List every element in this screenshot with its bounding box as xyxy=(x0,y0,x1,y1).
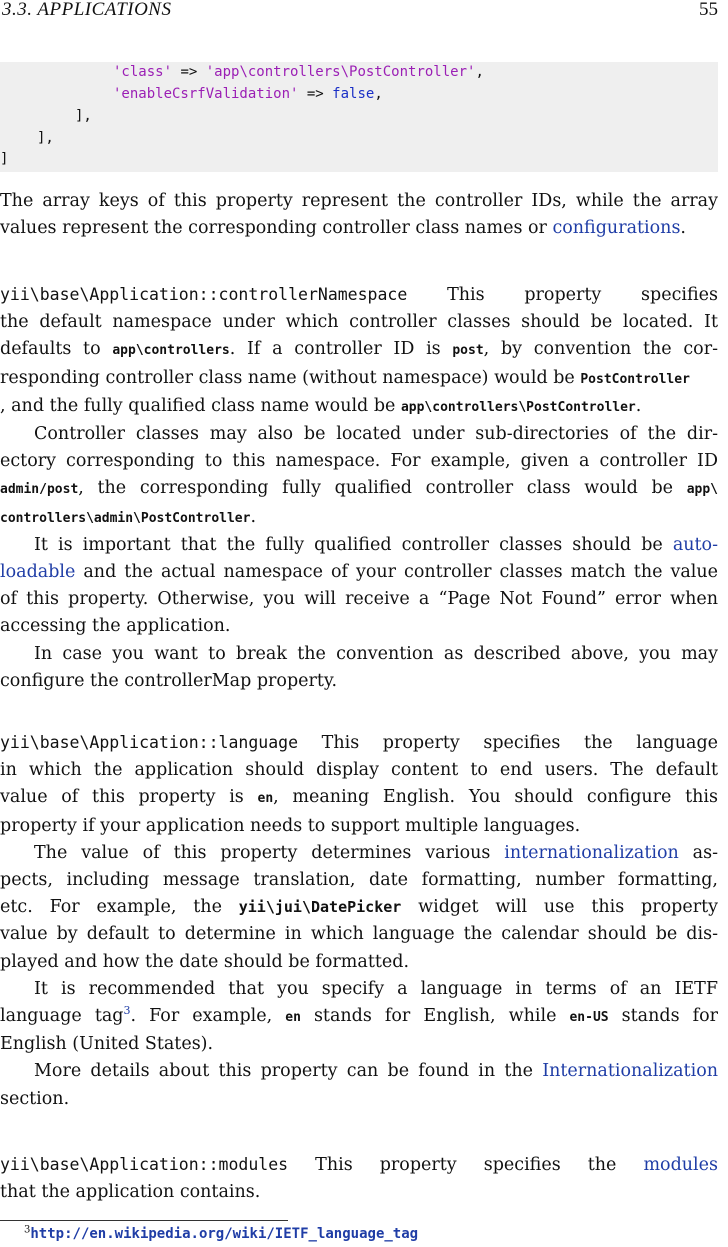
section-title: 3.3. APPLICATIONS xyxy=(2,0,172,20)
property-heading: yii\base\Application::modules xyxy=(0,1155,289,1174)
language-section: yii\base\Application::language This property specifies the language in which the application should display content to end users. The default value of this property is en, meaning English. You should configure this property if your application needs to support multiple languages. The value of this property determines various internationalization as- pects, including message translation, date formatting, number formatting, etc. For example, the yii\jui\DatePicker widget will use this property value by default to determine in which language the calendar should be dis- played and how the date should be formatted. It is recommended that you specify a language in terms of an IETF language tag$^3$. For example, en stands for English, while en-US stands for English (United States). More details about this property can be found in the Internationalization section. xyxy=(0,733,719,1109)
intro-paragraph: The array keys of this property represent the controller IDs, while the array values represent the corresponding controller class names or configurations. xyxy=(0,191,718,239)
footnote-url-link[interactable]: http://en.wikipedia.org/wiki/IETF_language_tag xyxy=(30,1226,419,1242)
footnote-number: 3 xyxy=(24,1224,31,1236)
code-line: ] xyxy=(0,151,9,167)
autoloadable-link[interactable]: auto- xyxy=(672,534,718,555)
code-block xyxy=(0,62,718,172)
autoloadable-link-cont[interactable]: loadable xyxy=(0,562,76,583)
footnote xyxy=(24,1226,418,1242)
controller-namespace-section: yii\base\Application::controllerNamespace This property specifies the default namespace under which controller classes should be located. It defaults to app\controllers. If a controller ID is post, by convention the cor- responding controller class name (without namespace) would be PostController , and the fully qualified class name would be app\controllers\PostController. Controller classes may also be located under sub-directories of the dir- ectory corresponding to this namespace. For example, given a controller ID admin/post, the corresponding fully qualified controller class would be app\ controllers\admin\PostController. It is important that the fully qualified controller classes should be auto- loadable and the actual namespace of your controller classes match the value of this property. Otherwise, you will receive a “Page Not Found” error when accessing the application. In case you want to break the convention as described above, you may configure the controllerMap property. xyxy=(0,285,718,691)
footnote-rule xyxy=(0,1220,288,1221)
modules-link[interactable]: modules xyxy=(643,1155,718,1175)
footnote-marker[interactable]: 3 xyxy=(123,1004,131,1018)
code-line: 'enableCsrfValidation' => false, xyxy=(113,86,383,102)
page-number: 55 xyxy=(699,0,718,20)
configurations-link[interactable]: configurations xyxy=(552,218,681,239)
internationalization-link[interactable]: internationalization xyxy=(504,842,679,863)
code-line: ], xyxy=(37,130,54,146)
property-heading: yii\base\Application::controllerNamespace xyxy=(0,285,408,304)
modules-section: yii\base\Application::modules This property specifies the modules that the application contains. xyxy=(0,1155,718,1203)
running-header xyxy=(0,0,720,20)
code-line: ], xyxy=(75,108,92,124)
property-heading: yii\base\Application::language xyxy=(0,733,299,752)
internationalization-section-link[interactable]: Internationalization xyxy=(542,1061,718,1082)
code-line: 'class' => 'app\controllers\PostController', xyxy=(113,64,484,80)
